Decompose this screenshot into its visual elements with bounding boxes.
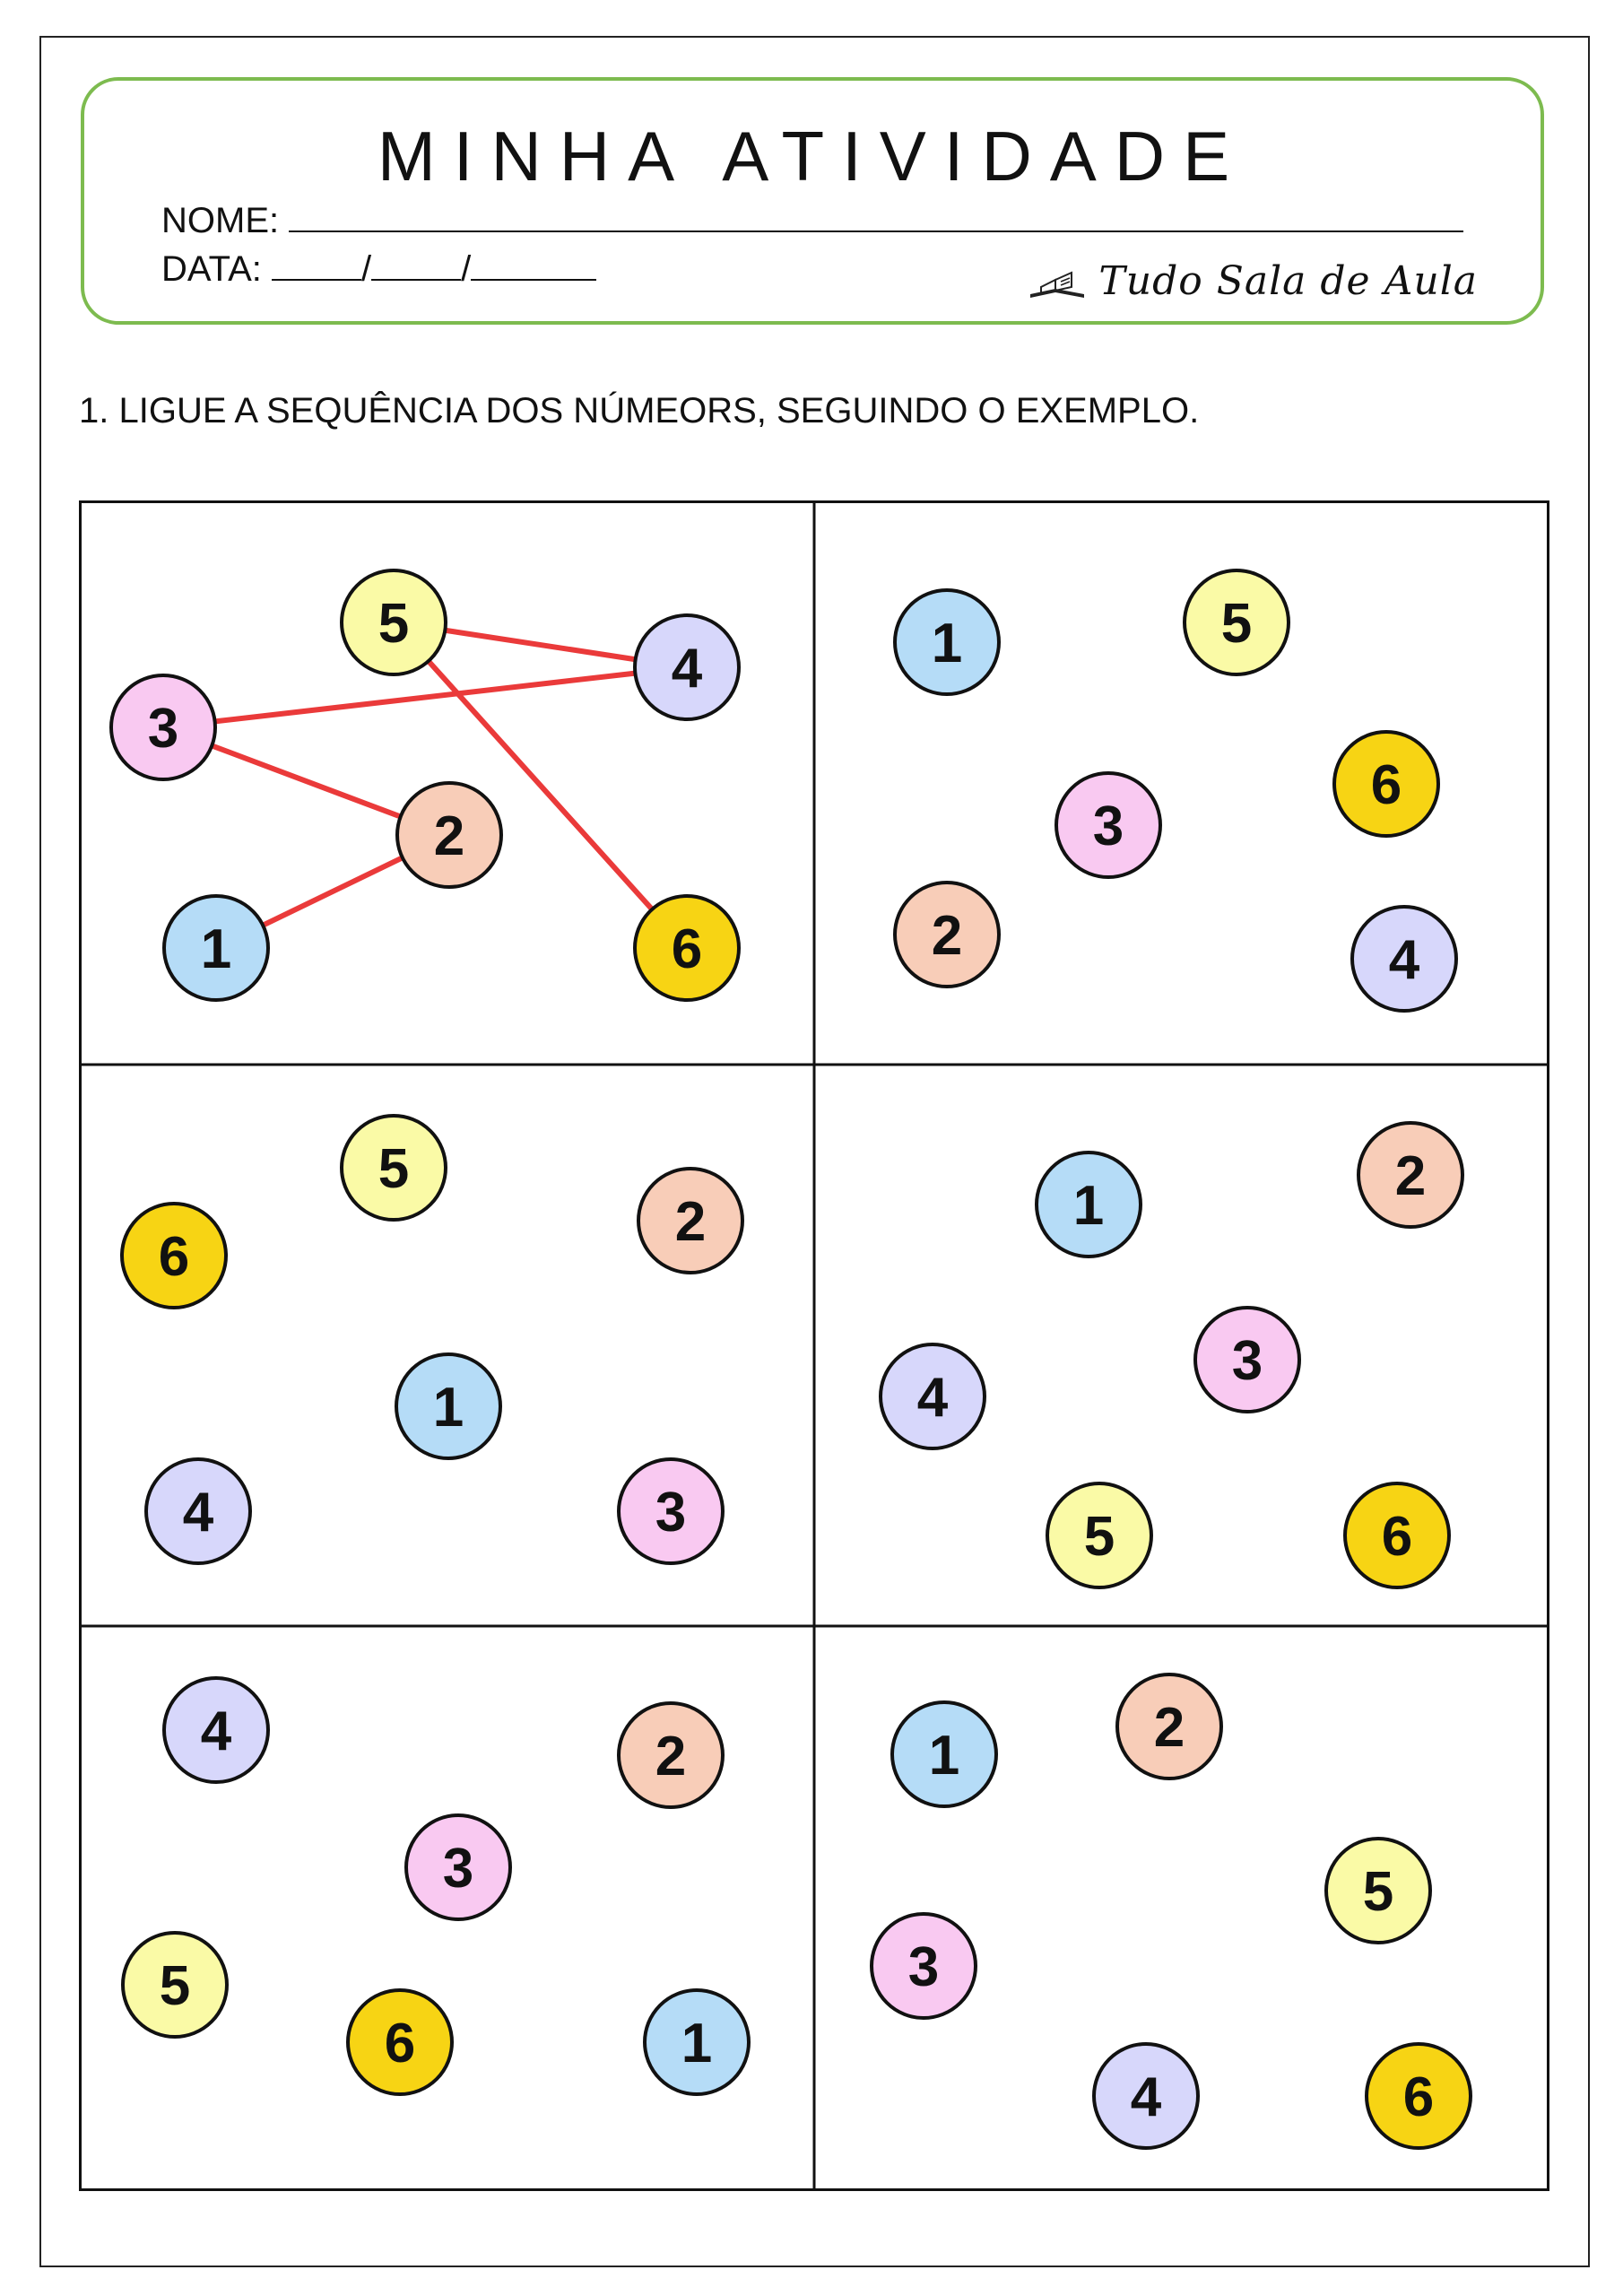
header-box xyxy=(81,77,1544,325)
bubble-number: 2 xyxy=(674,1191,707,1253)
bubble-number: 2 xyxy=(1153,1697,1185,1759)
number-bubble-6[interactable] xyxy=(348,1990,452,2094)
number-bubble-1[interactable] xyxy=(1037,1152,1141,1257)
bubble-number: 3 xyxy=(1231,1330,1263,1392)
bubble-number: 5 xyxy=(1220,593,1253,655)
bubble-number: 6 xyxy=(158,1226,190,1288)
bubble-number: 3 xyxy=(907,1936,940,1998)
number-bubble-3[interactable] xyxy=(1195,1308,1299,1412)
bubble-number: 4 xyxy=(1388,929,1420,991)
bubble-number: 2 xyxy=(931,905,963,967)
bubble-number: 6 xyxy=(384,2013,416,2074)
number-bubble-5[interactable] xyxy=(342,1116,446,1220)
bubble-number: 6 xyxy=(1402,2066,1435,2128)
number-bubble-2[interactable] xyxy=(619,1703,723,1807)
name-label: NOME: xyxy=(161,201,280,240)
bubble-number: 6 xyxy=(671,918,703,980)
bubble-number: 5 xyxy=(378,1138,410,1200)
bubble-number: 1 xyxy=(928,1725,960,1787)
number-bubble-1[interactable] xyxy=(164,896,268,1000)
number-bubble-5[interactable] xyxy=(1047,1483,1151,1587)
date-separator: / xyxy=(461,249,472,289)
number-bubble-4[interactable] xyxy=(1094,2044,1198,2148)
bubble-number: 4 xyxy=(671,638,703,700)
instruction-text: 1. LIGUE A SEQUÊNCIA DOS NÚMEORS, SEGUINDO O EXEMPLO. xyxy=(79,391,1200,430)
number-bubble-3[interactable] xyxy=(111,675,215,779)
number-bubble-3[interactable] xyxy=(406,1815,510,1919)
number-bubble-6[interactable] xyxy=(1367,2044,1471,2148)
name-field[interactable] xyxy=(161,203,1463,239)
logo xyxy=(1028,258,1478,304)
number-bubble-3[interactable] xyxy=(872,1914,976,2018)
bubble-number: 1 xyxy=(200,918,232,980)
number-bubble-1[interactable] xyxy=(396,1354,500,1458)
connection-line xyxy=(212,745,400,816)
bubble-number: 4 xyxy=(1130,2066,1162,2128)
number-bubble-1[interactable] xyxy=(892,1702,996,1806)
connection-line xyxy=(445,631,635,659)
bubble-number: 5 xyxy=(159,1955,191,2017)
connection-line xyxy=(215,674,636,722)
number-bubble-6[interactable] xyxy=(1334,732,1438,836)
number-bubble-3[interactable] xyxy=(1056,773,1160,877)
date-month-line[interactable] xyxy=(371,252,461,281)
bubble-number: 4 xyxy=(916,1367,949,1429)
bubble-number: 1 xyxy=(931,613,963,674)
number-bubble-4[interactable] xyxy=(881,1344,985,1448)
page-title: MINHA ATIVIDADE xyxy=(377,117,1248,196)
exercise-grid xyxy=(79,500,1549,2191)
number-bubble-2[interactable] xyxy=(397,783,501,887)
bubble-number: 3 xyxy=(442,1838,474,1900)
number-bubble-1[interactable] xyxy=(895,590,999,694)
number-bubble-2[interactable] xyxy=(1117,1674,1221,1779)
bubble-number: 4 xyxy=(200,1700,232,1762)
date-label: DATA: xyxy=(161,249,262,289)
number-bubble-4[interactable] xyxy=(1352,907,1456,1011)
bubble-number: 5 xyxy=(1083,1506,1115,1568)
number-bubble-2[interactable] xyxy=(895,883,999,987)
date-field[interactable] xyxy=(161,251,596,287)
number-bubble-6[interactable] xyxy=(1345,1483,1449,1587)
number-bubble-5[interactable] xyxy=(123,1933,227,2037)
logo-text: Tudo Sala de Aula xyxy=(1098,258,1478,304)
date-year-line[interactable] xyxy=(471,252,596,281)
book-icon xyxy=(1028,260,1091,301)
name-line[interactable] xyxy=(289,204,1463,232)
bubble-number: 4 xyxy=(182,1482,214,1544)
bubble-number: 5 xyxy=(378,593,410,655)
number-bubble-5[interactable] xyxy=(342,570,446,674)
bubble-number: 5 xyxy=(1362,1861,1394,1923)
bubble-number: 3 xyxy=(147,698,179,760)
bubble-number: 2 xyxy=(433,805,465,867)
bubble-number: 6 xyxy=(1381,1506,1413,1568)
bubble-number: 6 xyxy=(1370,754,1402,816)
date-day-line[interactable] xyxy=(272,252,361,281)
number-bubble-1[interactable] xyxy=(645,1990,749,2094)
bubble-number: 2 xyxy=(1394,1145,1427,1207)
date-separator: / xyxy=(360,249,372,289)
bubble-number: 3 xyxy=(1092,796,1124,857)
bubble-number: 1 xyxy=(681,2013,713,2074)
number-bubbles xyxy=(111,570,1471,2148)
number-bubble-4[interactable] xyxy=(146,1459,250,1563)
number-bubble-2[interactable] xyxy=(1358,1123,1462,1227)
number-bubble-4[interactable] xyxy=(164,1678,268,1782)
bubble-number: 3 xyxy=(655,1482,687,1544)
bubble-number: 1 xyxy=(432,1377,464,1439)
number-bubble-4[interactable] xyxy=(635,615,739,719)
number-bubble-3[interactable] xyxy=(619,1459,723,1563)
connection-line xyxy=(263,857,403,925)
exercise-svg xyxy=(82,503,1547,2188)
number-bubble-5[interactable] xyxy=(1326,1839,1430,1943)
number-bubble-6[interactable] xyxy=(635,896,739,1000)
bubble-number: 1 xyxy=(1072,1175,1105,1237)
bubble-number: 2 xyxy=(655,1726,687,1787)
number-bubble-5[interactable] xyxy=(1185,570,1289,674)
number-bubble-6[interactable] xyxy=(122,1204,226,1308)
number-bubble-2[interactable] xyxy=(638,1169,742,1273)
